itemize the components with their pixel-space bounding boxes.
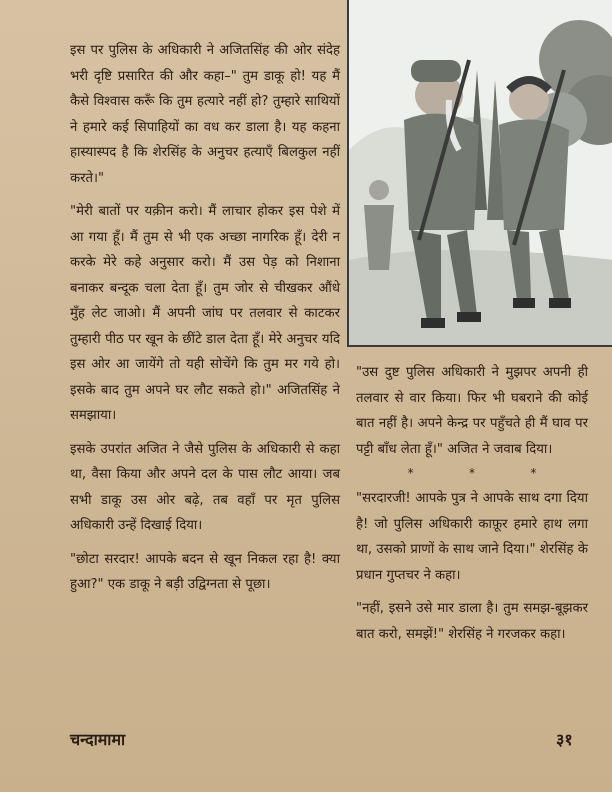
page-number: ३१ bbox=[556, 730, 573, 749]
magazine-name: चन्दामामा bbox=[70, 730, 126, 749]
separator-star: * bbox=[468, 466, 475, 480]
right-text-column bbox=[356, 360, 588, 655]
bandits-illustration-svg bbox=[349, 0, 612, 345]
left-text-column bbox=[70, 38, 340, 606]
paragraph: "छोटा सरदार! आपके बदन से खून निकल रहा है! क्या हुआ?" एक डाकू ने बड़ी उद्विग्नता से पूछा। bbox=[70, 551, 340, 592]
paragraph: "उस दुष्ट पुलिस अधिकारी ने मुझपर अपनी ही तलवार से वार किया। फिर भी घबराने की कोई बात नहीं है। अपने केन्द्र पर पहुँचते ही मैं घाव पर पट्टी बाँध लेता हूँ।" अजित ने जवाब दिया। bbox=[356, 365, 588, 457]
paragraph: "मेरी बातों पर यक़ीन करो। मैं लाचार होकर इस पेशे में आ गया हूँ। मैं तुम से भी एक अच्छा नागरिक हूँ। देरी न करके मेरे कहे अनुसार करो। मैं उस पेड़ को निशाना बनाकर बन्दूक चला देता हूँ। तुम जोर से चीखकर औंधे मुँह लेट जाओ। मैं अपनी जांघ पर तलवार से काटकर तुम्हारी पीठ पर खून के छींटे डाल देता हूँ। मेरे अनुचर यदि इस ओर आ जायेंगे तो यही सोचेंगे कि तुम मर गये हो। इसके बाद तुम अपने घर लौट सकते हो।" अजितसिंह ने समझाया। bbox=[70, 204, 340, 423]
paragraph: "नहीं, इसने उसे मार डाला है। तुम समझ-बूझकर बात करो, समझें!" शेरसिंह ने गरजकर कहा। bbox=[356, 601, 588, 642]
separator-star: * bbox=[407, 466, 414, 480]
separator-star: * bbox=[530, 466, 537, 480]
paragraph: "सरदारजी! आपके पुत्र ने आपके साथ दगा दिया है! जो पुलिस अधिकारी काफ़ूर हमारे हाथ लगा था, उसको प्राणों के साथ जाने दिया।" शेरसिंह के प्रधान गुप्तचर ने कहा। bbox=[356, 491, 588, 583]
story-illustration bbox=[347, 0, 612, 347]
section-separator bbox=[380, 466, 564, 480]
paragraph: इसके उपरांत अजित ने जैसे पुलिस के अधिकारी से कहा था, वैसा किया और अपने दल के पास लौट आया। जब सभी डाकू उस ओर बढ़े, तब वहाँ पर मृत पुलिस अधिकारी उन्हें दिखाई दिया। bbox=[70, 441, 340, 533]
paragraph: इस पर पुलिस के अधिकारी ने अजितसिंह की ओर संदेह भरी दृष्टि प्रसारित की और कहा–" तुम डाकू हो! यह मैं कैसे विश्वास करूँ कि तुम हत्यारे नहीं हो? तुम्हारे साथियों ने हमारे कई सिपाहियों का वध कर डाला है। यह कहना हास्यास्पद है कि शेरसिंह के अनुचर हत्याएँ बिलकुल नहीं करते।" bbox=[70, 43, 340, 186]
